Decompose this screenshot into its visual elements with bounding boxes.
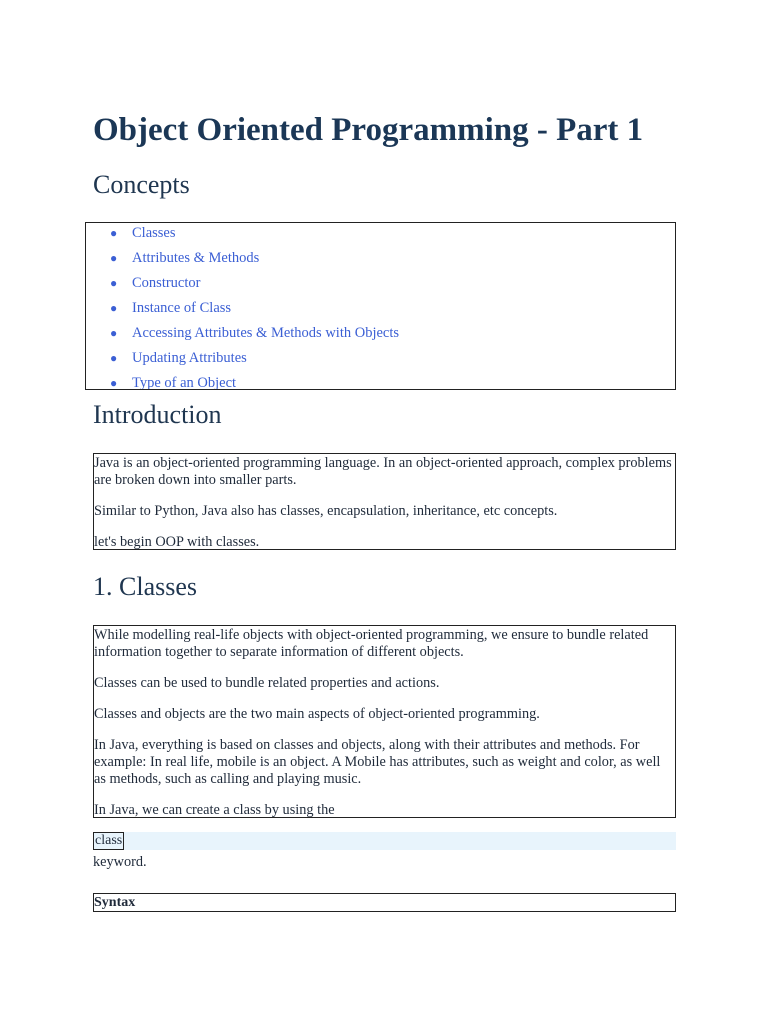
bullet-icon: ● [110,326,118,340]
classes-paragraph: Classes can be used to bundle related properties and actions. [94,675,440,691]
bullet-icon: ● [110,251,118,265]
intro-paragraph: Java is an object-oriented programming language. In an object-oriented approach, complex problems are broken down into smaller parts. [94,455,672,488]
syntax-label: Syntax [93,893,676,912]
introduction-heading: Introduction [93,400,222,429]
classes-paragraph: In Java, everything is based on classes and objects, along with their attributes and methods. For example: In real life, mobile is an object. A Mobile has attributes, such as weight and color, as well as methods, such as calling and playing music. [94,737,661,787]
classes-text-box [93,625,676,818]
classes-paragraph: Classes and objects are the two main aspects of object-oriented programming. [94,706,540,722]
introduction-text-box [93,453,676,550]
intro-paragraph: Similar to Python, Java also has classes, encapsulation, inheritance, etc concepts. [94,503,558,519]
inline-code-block [93,832,676,850]
page-title: Object Oriented Programming - Part 1 [93,112,644,148]
keyword-suffix-text: keyword. [93,854,147,870]
bullet-icon: ● [110,301,118,315]
classes-heading: 1. Classes [93,572,197,601]
concepts-heading: Concepts [93,170,190,199]
classes-paragraph: While modelling real-life objects with object-oriented programming, we ensure to bundle related information together to separate information of different objects. [94,627,649,660]
bullet-icon: ● [110,351,118,365]
bullet-icon: ● [110,376,118,390]
class-keyword-code: class [95,833,123,848]
intro-paragraph: let's begin OOP with classes. [94,534,260,550]
bullet-icon: ● [110,276,118,290]
bullet-icon: ● [110,226,118,240]
classes-paragraph: In Java, we can create a class by using the [94,802,335,818]
concepts-list-box: ● Classes ● Attributes & Methods ● Constructor ● Instance of Class ● Accessing Attributes & Methods with Objects ● Updating Attributes ● Type of an Object [85,222,676,390]
